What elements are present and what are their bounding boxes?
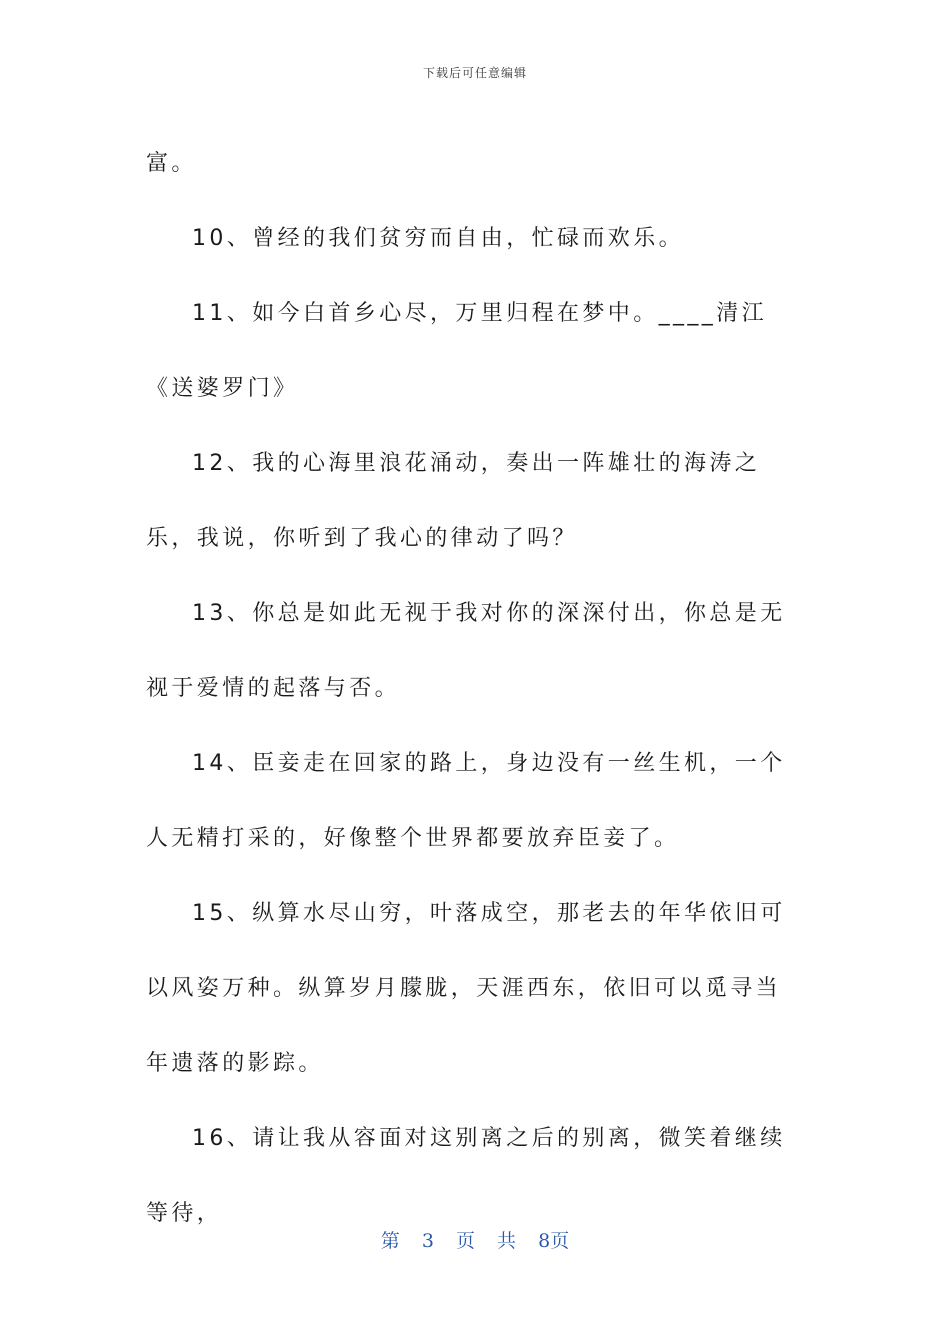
paragraph: 12、我的心海里浪花涌动，奏出一阵雄壮的海涛之乐，我说，你听到了我心的律动了吗？ bbox=[146, 451, 761, 551]
paragraph: 15、纵算水尽山穷，叶落成空，那老去的年华依旧可以风姿万种。纵算岁月朦胧，天涯西东，依旧可以觅寻当年遗落的影踪。 bbox=[146, 901, 786, 1076]
footer-label-total: 共 bbox=[497, 1230, 517, 1252]
footer-label-page-unit: 页 bbox=[455, 1230, 475, 1252]
paragraph: 13、你总是如此无视于我对你的深深付出，你总是无视于爱情的起落与否。 bbox=[146, 601, 786, 701]
header-note: 下载后可任意编辑 bbox=[422, 66, 527, 80]
document-body bbox=[146, 126, 796, 1251]
footer-total-pages: 8页 bbox=[538, 1230, 570, 1252]
footer-label-page: 第 bbox=[380, 1230, 400, 1252]
footer-current-page: 3 bbox=[421, 1230, 434, 1252]
paragraph: 富。 bbox=[146, 151, 197, 176]
paragraph: 11、如今白首乡心尽，万里归程在梦中。____清江《送婆罗门》 bbox=[146, 301, 767, 401]
page-footer bbox=[0, 1226, 950, 1253]
paragraph: 16、请让我从容面对这别离之后的别离，微笑着继续等待， bbox=[146, 1126, 786, 1226]
paragraph: 10、曾经的我们贫穷而自由，忙碌而欢乐。 bbox=[192, 226, 684, 251]
paragraph: 14、臣妾走在回家的路上，身边没有一丝生机，一个人无精打采的，好像整个世界都要放弃臣妾了。 bbox=[146, 751, 786, 851]
